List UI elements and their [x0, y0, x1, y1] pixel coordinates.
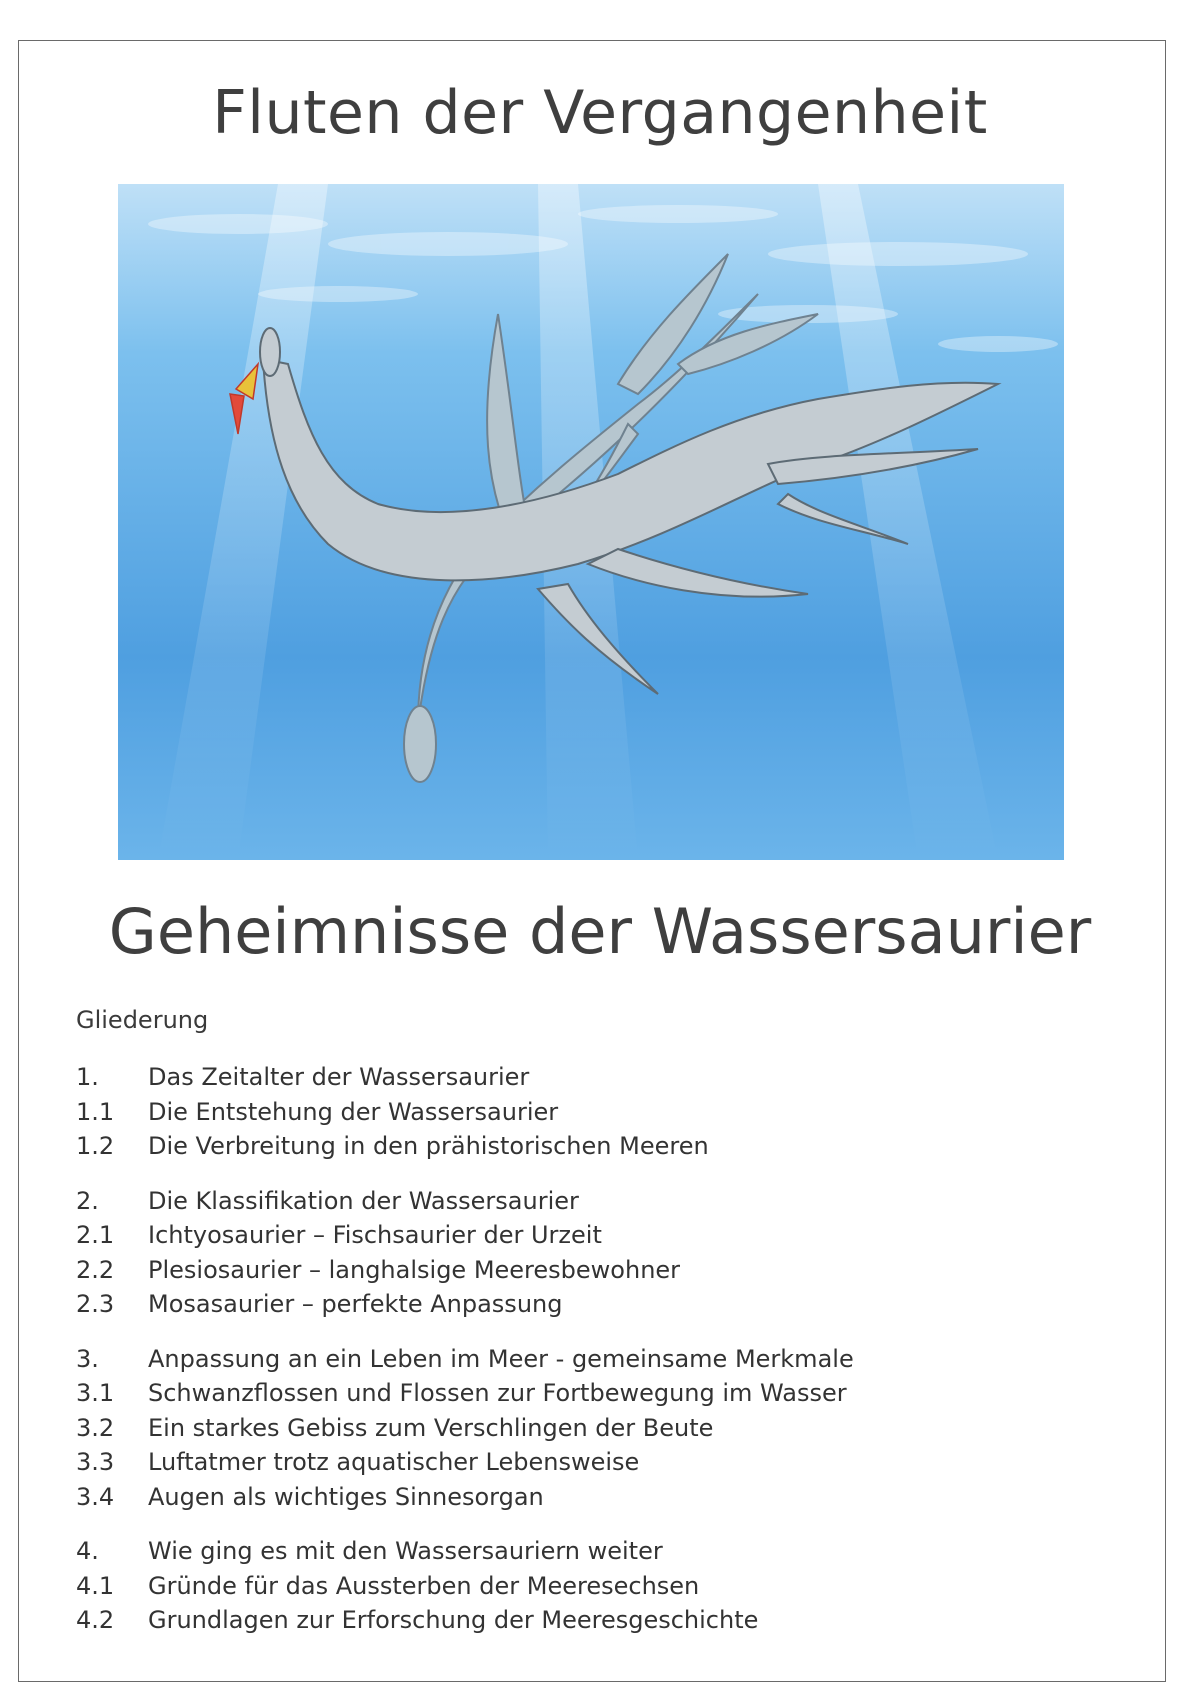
outline-text: Die Verbreitung in den prähistorischen Meeren	[148, 1132, 709, 1161]
outline-text: Augen als wichtiges Sinnesorgan	[148, 1482, 544, 1511]
outline-text: Plesiosaurier – langhalsige Meeresbewohner	[148, 1255, 681, 1284]
outline-number: 2.1	[76, 1221, 115, 1250]
outline-number: 4.	[76, 1537, 99, 1566]
outline-number: 4.1	[76, 1571, 115, 1600]
outline-item	[76, 1603, 1116, 1638]
outline-text: Die Klassifikation der Wassersaurier	[148, 1186, 579, 1215]
page-title: Fluten der Vergangenheit	[212, 78, 988, 148]
outline-item	[76, 1445, 1116, 1480]
outline-text: Luftatmer trotz aquatischer Lebensweise	[148, 1448, 640, 1477]
page-subtitle: Geheimnisse der Wassersaurier	[108, 895, 1092, 968]
outline-number: 1.	[76, 1063, 99, 1092]
outline-item	[76, 1060, 1116, 1095]
outline-number: 3.1	[76, 1379, 115, 1408]
outline-number: 4.2	[76, 1606, 115, 1635]
outline-number: 2.	[76, 1186, 99, 1215]
outline-list	[76, 1060, 1116, 1658]
plesiosaur-illustration	[118, 184, 1064, 860]
outline-group-4	[76, 1534, 1116, 1638]
outline-item	[76, 1129, 1116, 1164]
outline-text: Grundlagen zur Erforschung der Meeresgeschichte	[148, 1606, 759, 1635]
outline-text: Ein starkes Gebiss zum Verschlingen der Beute	[148, 1413, 714, 1442]
outline-text: Gründe für das Aussterben der Meeresechsen	[148, 1571, 700, 1600]
outline-number: 3.	[76, 1344, 99, 1373]
outline-number: 1.2	[76, 1132, 115, 1161]
outline-item	[76, 1287, 1116, 1322]
outline-item	[76, 1569, 1116, 1604]
outline-text: Ichtyosaurier – Fischsaurier der Urzeit	[148, 1221, 602, 1250]
outline-number: 2.3	[76, 1290, 115, 1319]
outline-group-1	[76, 1060, 1116, 1164]
outline-item	[76, 1253, 1116, 1288]
outline-text: Die Entstehung der Wassersaurier	[148, 1097, 559, 1126]
outline-number: 3.2	[76, 1413, 115, 1442]
outline-text: Mosasaurier – perfekte Anpassung	[148, 1290, 563, 1319]
outline-text: Schwanzflossen und Flossen zur Fortbewegung im Wasser	[148, 1379, 847, 1408]
outline-number: 3.4	[76, 1482, 115, 1511]
outline-number: 1.1	[76, 1097, 115, 1126]
outline-item	[76, 1218, 1116, 1253]
outline-item	[76, 1342, 1116, 1377]
outline-item	[76, 1411, 1116, 1446]
outline-number: 2.2	[76, 1255, 115, 1284]
outline-group-3	[76, 1342, 1116, 1515]
outline-group-2	[76, 1184, 1116, 1322]
outline-item	[76, 1376, 1116, 1411]
outline-number: 3.3	[76, 1448, 115, 1477]
outline-heading: Gliederung	[76, 1006, 209, 1034]
outline-item	[76, 1184, 1116, 1219]
outline-item	[76, 1095, 1116, 1130]
outline-item	[76, 1534, 1116, 1569]
outline-item	[76, 1480, 1116, 1515]
outline-text: Wie ging es mit den Wassersauriern weiter	[148, 1537, 663, 1566]
outline-text: Das Zeitalter der Wassersaurier	[148, 1063, 530, 1092]
outline-text: Anpassung an ein Leben im Meer - gemeinsame Merkmale	[148, 1344, 854, 1373]
